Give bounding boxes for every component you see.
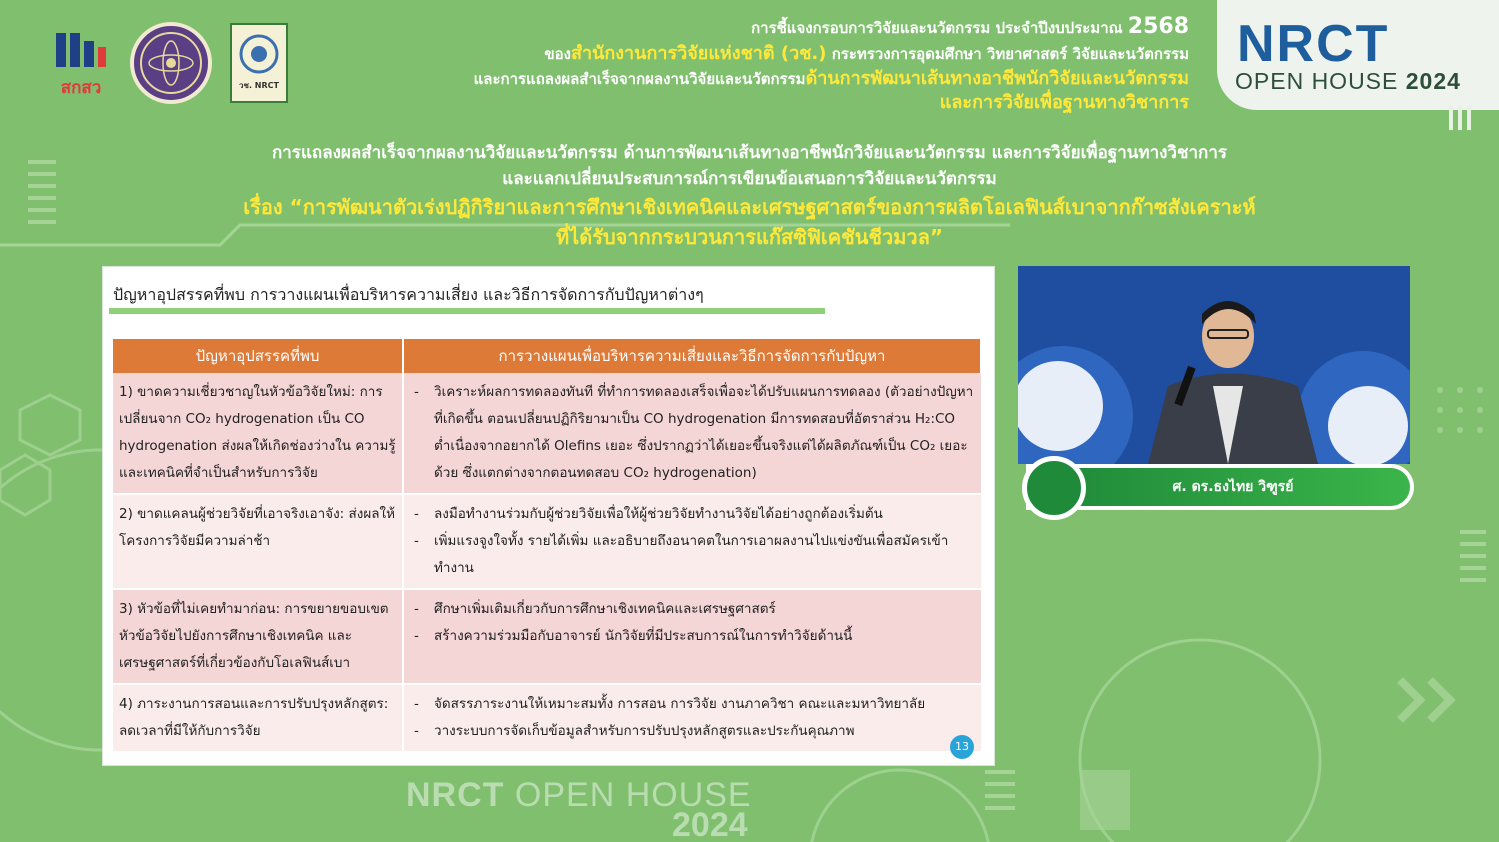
title-line-3: เรื่อง “การพัฒนาตัวเร่งปฏิกิริยาและการศึกษาเชิงเทคนิคและเศรษฐศาสตร์ของการผลิตโอเลฟินส์เบาจากก๊าซสังเคราะห์ <box>243 195 1256 219</box>
solution-item: - เพิ่มแรงจูงใจทั้ง รายได้เพิ่ม และอธิบายถึงอนาคตในการเอาผลงานไปแข่งขันเพื่อสมัครเข้าทำงาน <box>410 528 975 582</box>
logo-group <box>50 22 288 104</box>
problem-cell: 3) หัวข้อที่ไม่เคยทำมาก่อน: การขยายขอบเขตหัวข้อวิจัยไปยังการศึกษาเชิงเทคนิค และเศรษฐศาสตร์ที่เกี่ยวข้องกับโอเลฟินส์เบา <box>113 589 403 684</box>
solution-item: - สร้างความร่วมมือกับอาจารย์ นักวิจัยที่มีประสบการณ์ในการทำวิจัยด้านนี้ <box>410 623 975 650</box>
problem-cell: 2) ขาดแคลนผู้ช่วยวิจัยที่เอาจริงเอาจัง: ส่งผลให้โครงการวิจัยมีความล่าช้า <box>113 494 403 589</box>
solution-cell <box>403 373 981 494</box>
problem-cell: 4) ภาระงานการสอนและการปรับปรุงหลักสูตร: ลดเวลาที่มีให้กับการวิจัย <box>113 684 403 752</box>
footer-brand-event: OPEN HOUSE <box>514 776 752 814</box>
header-line-3 <box>474 67 1189 91</box>
presentation-slide <box>102 266 995 766</box>
table-row <box>113 589 981 684</box>
decorative-bars <box>1449 106 1471 130</box>
speaker-name: ศ. ดร.ธงไทย วิฑูรย์ <box>1056 468 1410 506</box>
header-line-2 <box>474 41 1189 67</box>
table-header-solutions: การวางแผนเพื่อบริหารความเสี่ยงและวิธีการจัดการกับปัญหา <box>403 339 981 373</box>
solution-cell <box>403 494 981 589</box>
footer-brand-name: NRCT <box>406 776 505 814</box>
table-header-problems: ปัญหาอุปสรรคที่พบ <box>113 339 403 373</box>
brand-event-label: OPEN HOUSE <box>1235 68 1399 94</box>
solution-item: - ลงมือทำงานร่วมกับผู้ช่วยวิจัยเพื่อให้ผู้ช่วยวิจัยทำงานวิจัยได้อย่างถูกต้องเริ่มต้น <box>410 501 975 528</box>
title-line-1: การแถลงผลสำเร็จจากผลงานวิจัยและนวัตกรรม ด้านการพัฒนาเส้นทางอาชีพนักวิจัยและนวัตกรรม และการวิจัยเพื่อฐานทางวิชาการ <box>271 143 1228 163</box>
presentation-title <box>0 140 1499 252</box>
nrct-logo <box>230 23 288 103</box>
header-line-2-prefix: ของ <box>544 45 571 63</box>
speaker-video <box>1018 266 1410 464</box>
header-text <box>474 14 1189 115</box>
speaker-badge-icon <box>1022 456 1086 520</box>
solution-cell <box>403 589 981 684</box>
brand-name: NRCT <box>1237 15 1390 73</box>
problem-cell: 1) ขาดความเชี่ยวชาญในหัวข้อวิจัยใหม่: การเปลี่ยนจาก CO₂ hydrogenation เป็น CO hydrogenation ส่งผลให้เกิดช่องว่างใน ความรู้และเทคนิคที่จำเป็นสำหรับการวิจัย <box>113 373 403 494</box>
brand-event <box>1235 68 1461 95</box>
table-row <box>113 684 981 752</box>
header-line-1-text: การชี้แจงกรอบการวิจัยและนวัตกรรม ประจำปีงบประมาณ <box>751 19 1128 37</box>
nrct-logo-label: วช. NRCT <box>239 81 279 90</box>
solution-item: - วิเคราะห์ผลการทดลองทันที ที่ทำการทดลองเสร็จเพื่อจะได้ปรับแผนการทดลอง (ตัวอย่างปัญหาที่เกิดขึ้น ตอนเปลี่ยนปฏิกิริยามาเป็น CO hydrogenation มีการทดสอบที่อัตราส่วน H₂:CO ต่ำเนื่องจากอยากได้ Olefins เยอะ ซึ่งปรากฏว่าได้เยอะขึ้นจริงแต่ได้ผลิตภัณฑ์เป็น CO₂ เยอะด้วย ซึ่งแตกต่างจากตอนทดสอบ CO₂ hydrogenation) <box>410 379 975 487</box>
title-line-2: และแลกเปลี่ยนประสบการณ์การเขียนข้อเสนอการวิจัยและนวัตกรรม <box>502 169 997 189</box>
header-org: สำนักงานการวิจัยแห่งชาติ (วช.) <box>570 43 827 64</box>
slide-page-number: 13 <box>950 735 974 759</box>
footer-year: 2024 <box>672 806 748 842</box>
header-line-3-prefix: และการแถลงผลสำเร็จจากผลงานวิจัยและนวัตกรรม <box>473 70 806 88</box>
speaker-video-frame <box>1018 266 1410 464</box>
nrct-open-house-brand <box>1217 0 1499 110</box>
problems-table <box>113 339 982 753</box>
slide-heading: ปัญหาอุปสรรคที่พบ การวางแผนเพื่อบริหารความเสี่ยง และวิธีการจัดการกับปัญหาต่างๆ <box>109 281 825 314</box>
solution-item: - ศึกษาเพิ่มเติมเกี่ยวกับการศึกษาเชิงเทคนิคและเศรษฐศาสตร์ <box>410 596 975 623</box>
header-ministry: กระทรวงการอุดมศึกษา วิทยาศาสตร์ วิจัยและนวัตกรรม <box>826 45 1189 63</box>
header-line-1 <box>474 14 1189 41</box>
solution-item: - วางระบบการจัดเก็บข้อมูลสำหรับการปรับปรุงหลักสูตรและประกันคุณภาพ <box>410 718 975 745</box>
table-row <box>113 373 981 494</box>
solution-item: - จัดสรรภาระงานให้เหมาะสมทั้ง การสอน การวิจัย งานภาควิชา คณะและมหาวิทยาลัย <box>410 691 975 718</box>
table-header-row <box>113 339 981 373</box>
title-line-4: ที่ได้รับจากกระบวนการแก๊สซิฟิเคชันชีวมวล” <box>555 225 944 249</box>
ministry-seal-logo <box>130 22 212 104</box>
solution-cell <box>403 684 981 752</box>
header-topic: ด้านการพัฒนาเส้นทางอาชีพนักวิจัยและนวัตกรรม <box>805 68 1189 89</box>
header-line-4: และการวิจัยเพื่อฐานทางวิชาการ <box>939 92 1189 113</box>
header-year: 2568 <box>1127 14 1189 39</box>
table-row <box>113 494 981 589</box>
tsri-logo-label: สกสว <box>60 78 102 98</box>
brand-year: 2024 <box>1405 68 1461 94</box>
tsri-logo <box>50 27 112 99</box>
